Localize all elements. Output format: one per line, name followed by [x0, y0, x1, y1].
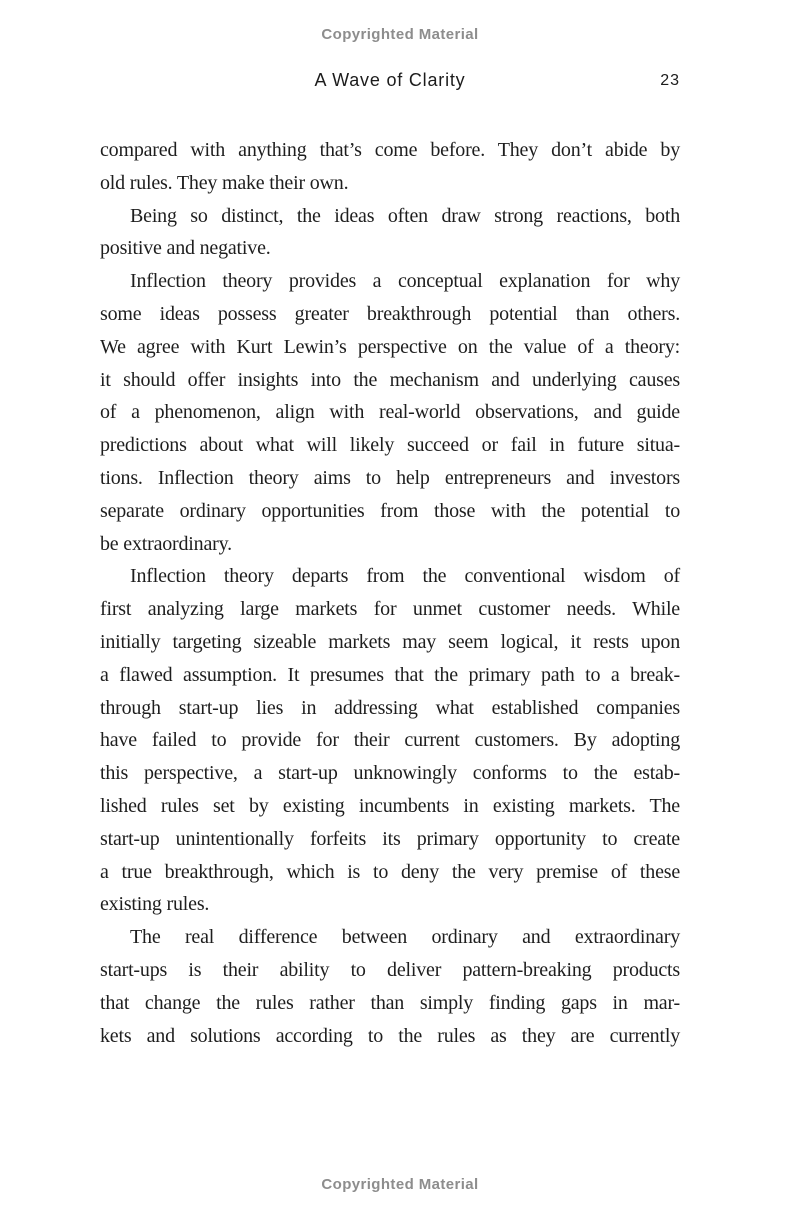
text-line: predictions about what will likely succeed or fail in future situa-: [100, 434, 680, 457]
text-line: We agree with Kurt Lewin’s perspective on the value of a theory:: [100, 335, 680, 358]
text-line: that change the rules rather than simply finding gaps in mar-: [100, 991, 680, 1014]
paragraph: [100, 200, 680, 266]
text-line: through start-up lies in addressing what established companies: [100, 696, 680, 719]
copyright-notice-bottom: Copyrighted Material: [321, 1176, 479, 1193]
text-line: start-ups is their ability to deliver pattern-breaking products: [100, 958, 680, 981]
text-line: of a phenomenon, align with real-world observations, and guide: [100, 401, 680, 424]
text-line: lished rules set by existing incumbents in existing markets. The: [100, 794, 680, 817]
text-line: this perspective, a start-up unknowingly conforms to the estab-: [100, 762, 680, 785]
paragraph: [100, 560, 680, 921]
text-line: Inflection theory departs from the conventional wisdom of: [130, 565, 680, 588]
text-line: a true breakthrough, which is to deny the very premise of these: [100, 860, 680, 883]
text-line: have failed to provide for their current customers. By adopting: [100, 729, 680, 752]
paragraph: [100, 134, 680, 200]
text-line: Inflection theory provides a conceptual explanation for why: [130, 270, 680, 293]
paragraph: [100, 921, 680, 1052]
text-line: Being so distinct, the ideas often draw strong reactions, both: [130, 204, 680, 227]
text-line: some ideas possess greater breakthrough potential than others.: [100, 302, 680, 325]
page-number: 23: [660, 72, 680, 89]
text-line: tions. Inflection theory aims to help entrepreneurs and investors: [100, 466, 680, 489]
text-line: kets and solutions according to the rules as they are currently: [100, 1024, 680, 1047]
text-line: compared with anything that’s come before. They don’t abide by: [100, 139, 680, 161]
text-line: old rules. They make their own.: [100, 171, 349, 194]
chapter-title: A Wave of Clarity: [314, 70, 466, 90]
text-line: start-up unintentionally forfeits its primary opportunity to create: [100, 827, 680, 850]
text-line: separate ordinary opportunities from those with the potential to: [100, 499, 680, 522]
copyright-notice-top: Copyrighted Material: [321, 26, 479, 43]
text-line: initially targeting sizeable markets may seem logical, it rests upon: [100, 630, 680, 653]
text-line: The real difference between ordinary and extraordinary: [130, 926, 680, 949]
body-text: [100, 134, 680, 1052]
text-line: a flawed assumption. It presumes that the primary path to a break-: [100, 663, 680, 686]
running-header: [100, 70, 680, 94]
paragraph: [100, 265, 680, 560]
text-line: first analyzing large markets for unmet customer needs. While: [100, 598, 680, 621]
text-line: it should offer insights into the mechanism and underlying causes: [100, 368, 680, 391]
text-line: existing rules.: [100, 893, 210, 916]
text-line: be extraordinary.: [100, 532, 232, 555]
text-line: positive and negative.: [100, 237, 271, 260]
